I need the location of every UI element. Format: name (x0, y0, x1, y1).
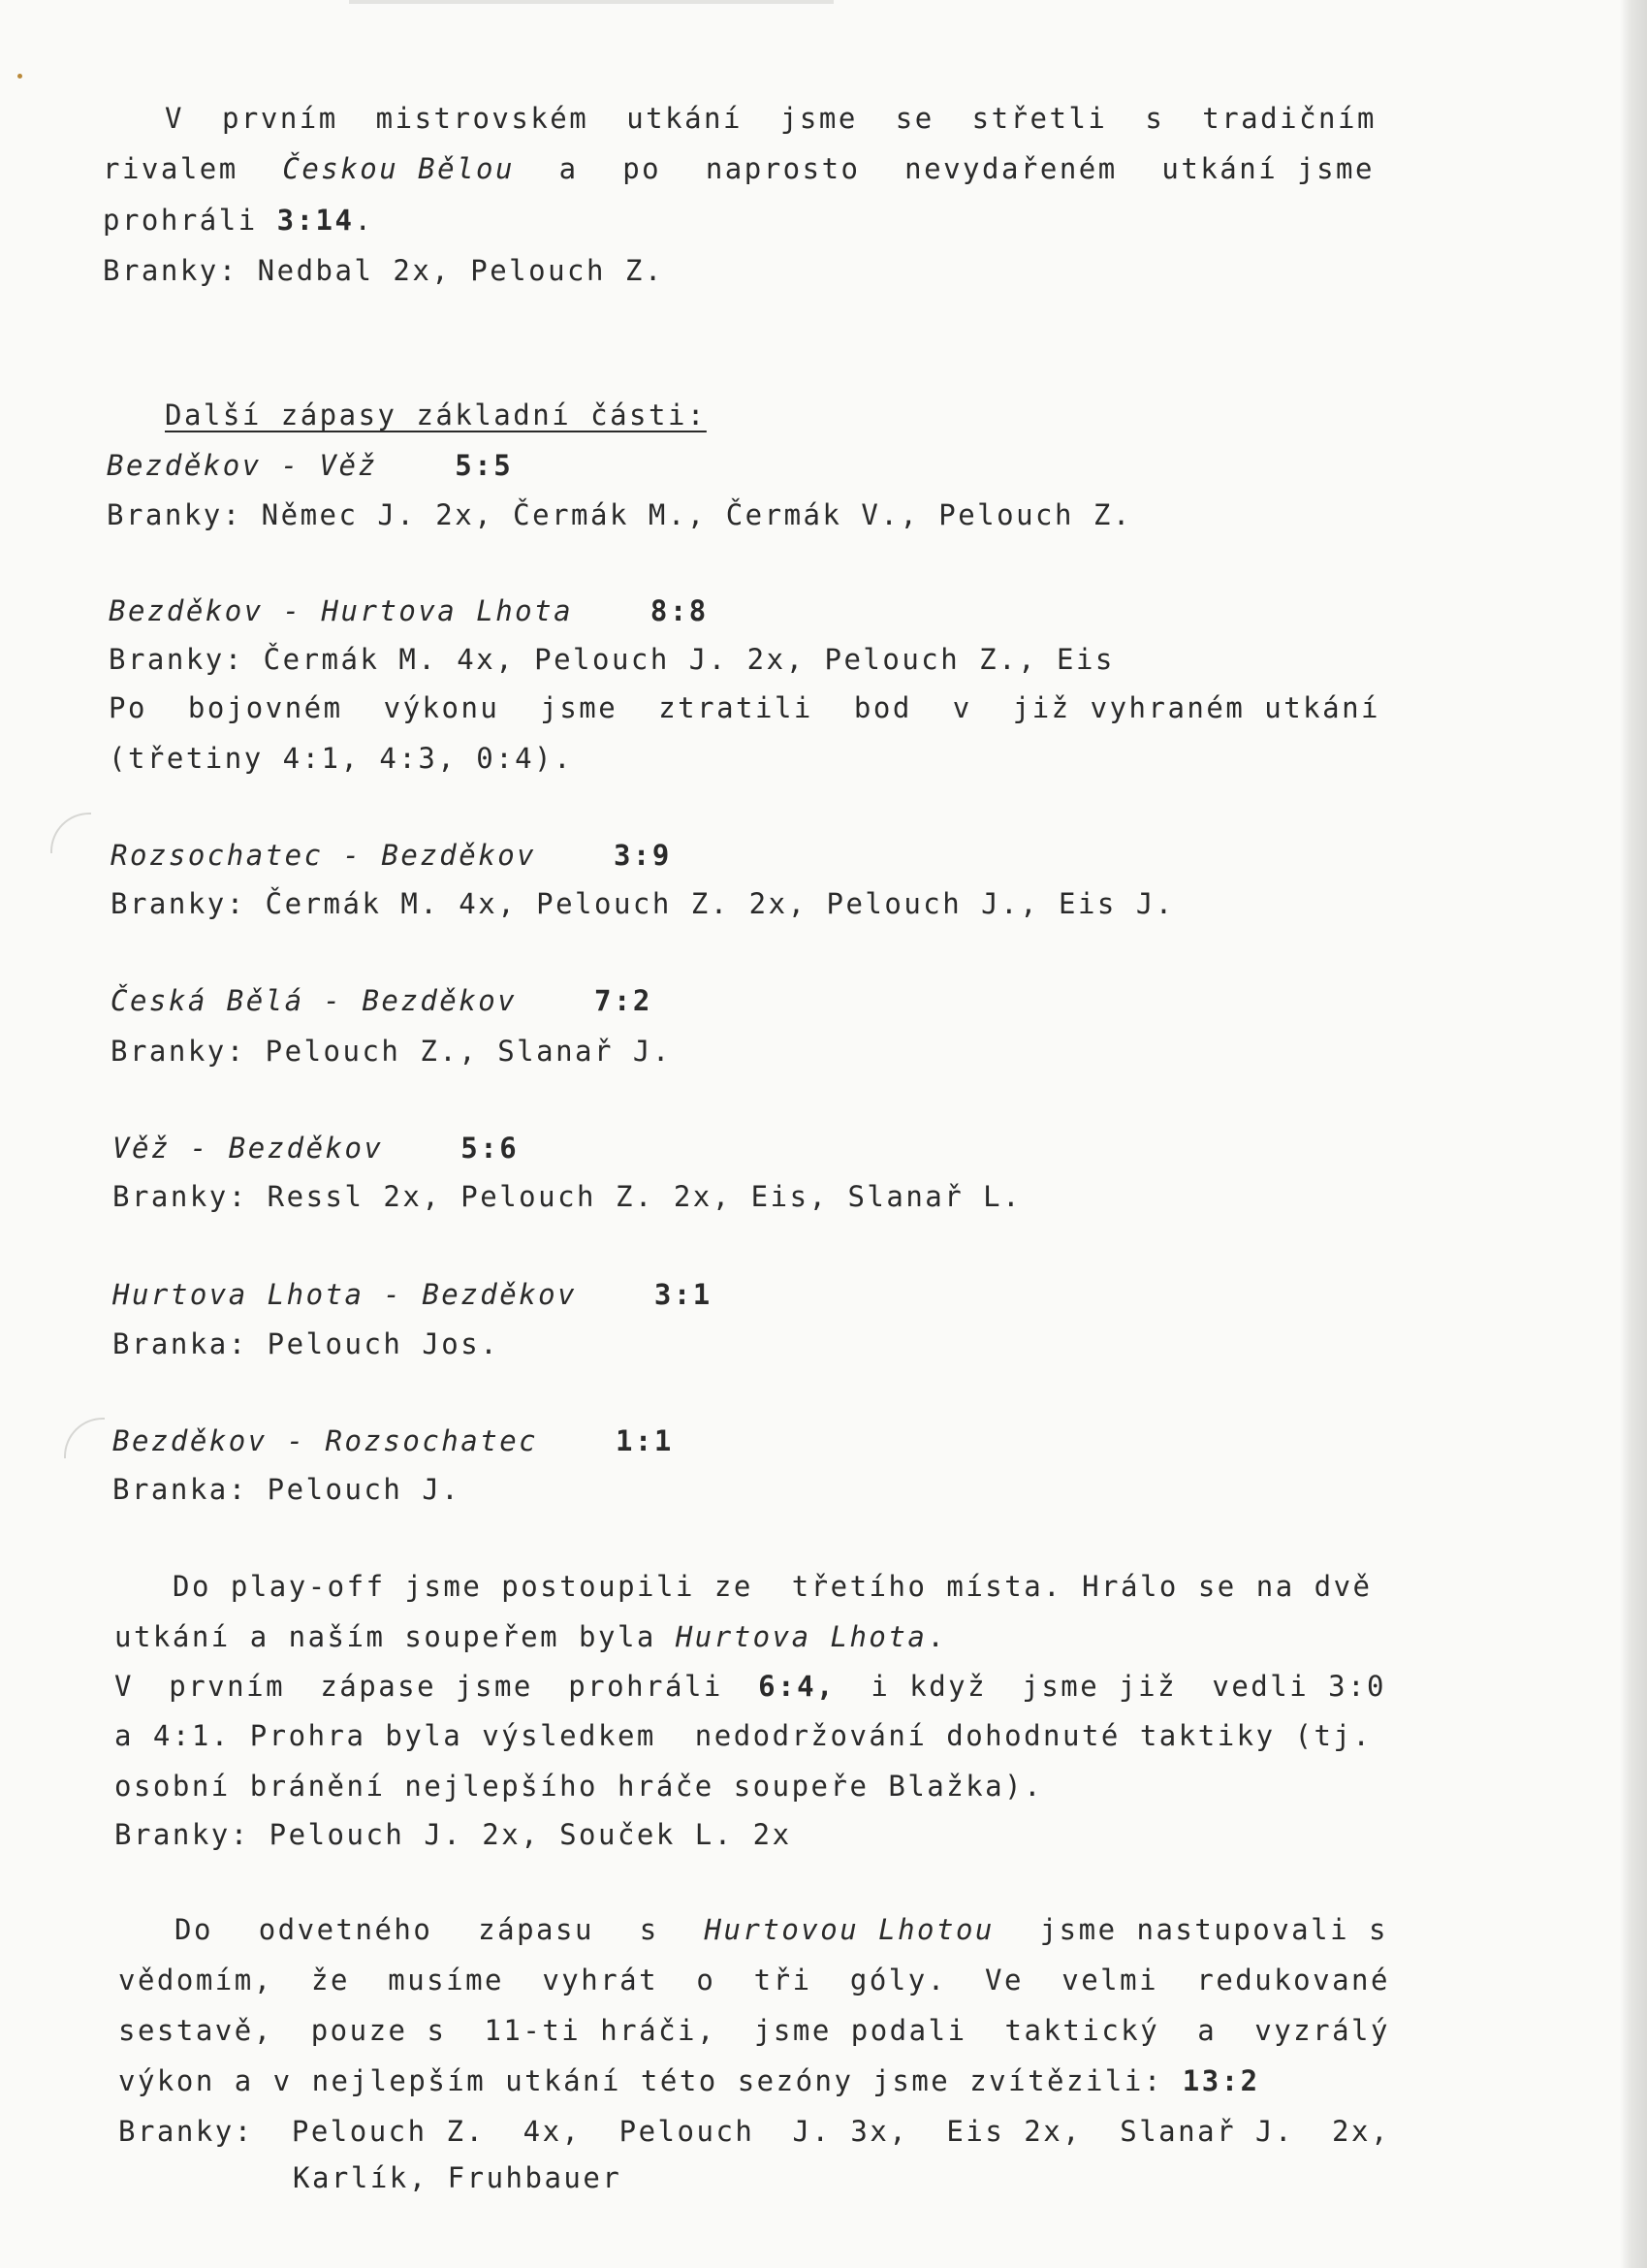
match-2-goals: Branky: Čermák M. 4x, Pelouch J. 2x, Pelouch Z., Eis (109, 643, 1115, 676)
intro-line-1 (165, 101, 1377, 136)
word: odvetného (258, 1913, 433, 1946)
word: ztratili (658, 691, 813, 724)
word: střetli (971, 102, 1108, 135)
word: již vyhraném utkání (1012, 691, 1380, 724)
word: vedli 3:0 (1212, 1670, 1386, 1703)
match-6-goals: Branka: Pelouch Jos. (112, 1327, 500, 1360)
match-score: 3:9 (613, 839, 672, 872)
score: 3:14 (276, 204, 355, 237)
match-score: 7:2 (594, 984, 652, 1017)
intro-line-2 (103, 151, 1375, 186)
match-5-goals: Branky: Ressl 2x, Pelouch Z. 2x, Eis, Slanař L. (112, 1180, 1023, 1213)
page-edge-shadow (1620, 0, 1647, 2268)
word: 2x, (1332, 2115, 1390, 2148)
score: 13:2 (1182, 2064, 1260, 2097)
word: utkání (626, 102, 743, 135)
word: mistrovském (375, 102, 589, 135)
return-line-1 (174, 1912, 1388, 1947)
match-3-header (111, 838, 672, 873)
intro-goals: Branky: Nedbal 2x, Pelouch Z. (103, 254, 664, 287)
word: 4x, (523, 2115, 582, 2148)
text: . (927, 1620, 947, 1653)
word: 11-ti hráči, (484, 2014, 716, 2047)
match-score: 5:5 (455, 449, 514, 482)
playoff-line-4: a 4:1. Prohra byla výsledkem nedodržování dohodnuté taktiky (tj. (114, 1719, 1373, 1752)
word: nevydařeném (904, 152, 1118, 185)
word: musíme (388, 1964, 504, 1996)
text: utkání a naším soupeřem byla (114, 1620, 676, 1653)
match-4-goals: Branky: Pelouch Z., Slanař J. (111, 1035, 672, 1068)
word: bojovném (187, 691, 343, 724)
word: zápasu (478, 1913, 594, 1946)
word: góly. (849, 1964, 947, 1996)
paper-speck (17, 74, 22, 79)
word: prvním (221, 102, 338, 135)
match-score: 5:6 (460, 1132, 520, 1165)
word: Eis 2x, (946, 2115, 1083, 2148)
match-score: 3:1 (653, 1278, 713, 1311)
match-teams: Bezděkov - Rozsochatec (112, 1424, 539, 1457)
punch-hole-mark (64, 1418, 105, 1458)
word: prvním (169, 1670, 286, 1703)
team-name: Hurtova Lhota (675, 1620, 928, 1653)
word: vyhrát (542, 1964, 659, 1996)
word: Slanař J. (1120, 2115, 1294, 2148)
match-5-header (112, 1131, 519, 1166)
word: jsme nastupovali s (1039, 1913, 1388, 1946)
word: že (311, 1964, 350, 1996)
match-3-goals: Branky: Čermák M. 4x, Pelouch Z. 2x, Pelouch J., Eis J. (111, 887, 1175, 920)
word: po (622, 152, 662, 185)
text: . (354, 204, 374, 237)
intro-line-3 (103, 203, 373, 238)
punch-hole-mark (50, 813, 91, 853)
match-teams: Česká Bělá - Bezděkov (111, 984, 518, 1017)
word: s (1145, 102, 1165, 135)
word: výkonu (383, 691, 500, 724)
word: Do (174, 1913, 213, 1946)
word: jsme (779, 102, 858, 135)
word: prohráli (568, 1670, 723, 1703)
word: sestavě, (118, 2014, 273, 2047)
word: jsme již (1022, 1670, 1178, 1703)
return-goals (118, 2114, 1390, 2149)
return-line-3 (118, 2013, 1390, 2048)
word: se (895, 102, 934, 135)
match-teams: Bezděkov - Hurtova Lhota (109, 594, 574, 627)
return-goals-continued: Karlík, Fruhbauer (293, 2161, 622, 2194)
word: Branky: (118, 2115, 254, 2148)
word: utkání jsme (1161, 152, 1375, 185)
match-teams: Rozsochatec - Bezděkov (111, 839, 537, 872)
word: V (165, 102, 184, 135)
match-2-comment (109, 690, 1380, 725)
match-1-header (107, 448, 513, 483)
match-score: 1:1 (615, 1424, 674, 1457)
team-name: Českou Bělou (282, 152, 515, 185)
word: bod (853, 691, 912, 724)
word: rivalem (103, 152, 238, 185)
playoff-line-2 (114, 1619, 946, 1654)
word: Pelouch Z. (291, 2115, 486, 2148)
word: Po (109, 691, 147, 724)
word: V (114, 1670, 134, 1703)
playoff-goals: Branky: Pelouch J. 2x, Souček L. 2x (114, 1818, 792, 1851)
match-7-header (112, 1423, 674, 1458)
word: a (558, 152, 579, 185)
playoff-line-1: Do play-off jsme postoupili ze třetího místa. Hrálo se na dvě (173, 1570, 1373, 1603)
match-6-header (112, 1277, 713, 1312)
text: prohráli (103, 204, 277, 237)
word: vyzrálý (1254, 2014, 1390, 2047)
word: vědomím, (118, 1964, 273, 1996)
word: a (1197, 2014, 1218, 2047)
word: redukované (1196, 1964, 1390, 1996)
word: naprosto (705, 152, 861, 185)
team-name: Hurtovou Lhotou (704, 1913, 995, 1946)
word: Ve (985, 1964, 1024, 1996)
match-score: 8:8 (649, 594, 709, 627)
word: jsme (540, 691, 618, 724)
word: jsme podali (753, 2014, 967, 2047)
match-4-header (111, 983, 652, 1018)
word: o (696, 1964, 716, 1996)
word: tři (753, 1964, 812, 1996)
playoff-line-5: osobní bránění nejlepšího hráče soupeře Blažka). (114, 1770, 1044, 1803)
return-line-2 (118, 1963, 1390, 1997)
playoff-line-3 (114, 1669, 1386, 1704)
word: taktický (1004, 2014, 1160, 2047)
score: 6:4, (758, 1670, 837, 1703)
return-line-4 (118, 2063, 1260, 2098)
page-top-mark (349, 0, 834, 4)
match-7-goals: Branka: Pelouch J. (112, 1473, 461, 1506)
match-2-header (109, 593, 709, 628)
word: Pelouch (618, 2115, 755, 2148)
word: zápase jsme (320, 1670, 533, 1703)
match-1-goals: Branky: Němec J. 2x, Čermák M., Čermák V., Pelouch Z. (107, 498, 1132, 531)
match-teams: Bezděkov - Věž (107, 449, 378, 482)
text: výkon a v nejlepším utkání této sezóny jsme zvítězili: (118, 2064, 1183, 2097)
word: pouze s (310, 2014, 447, 2047)
word: v (952, 691, 972, 724)
word: tradičním (1202, 102, 1377, 135)
match-teams: Věž - Bezděkov (112, 1132, 384, 1165)
word: J. 3x, (792, 2115, 909, 2148)
match-teams: Hurtova Lhota - Bezděkov (112, 1278, 578, 1311)
word: s (639, 1913, 659, 1946)
section-title: Další zápasy základní části: (165, 399, 707, 431)
match-2-periods: (třetiny 4:1, 4:3, 0:4). (109, 742, 574, 775)
word: i když (871, 1670, 988, 1703)
word: velmi (1061, 1964, 1159, 1996)
